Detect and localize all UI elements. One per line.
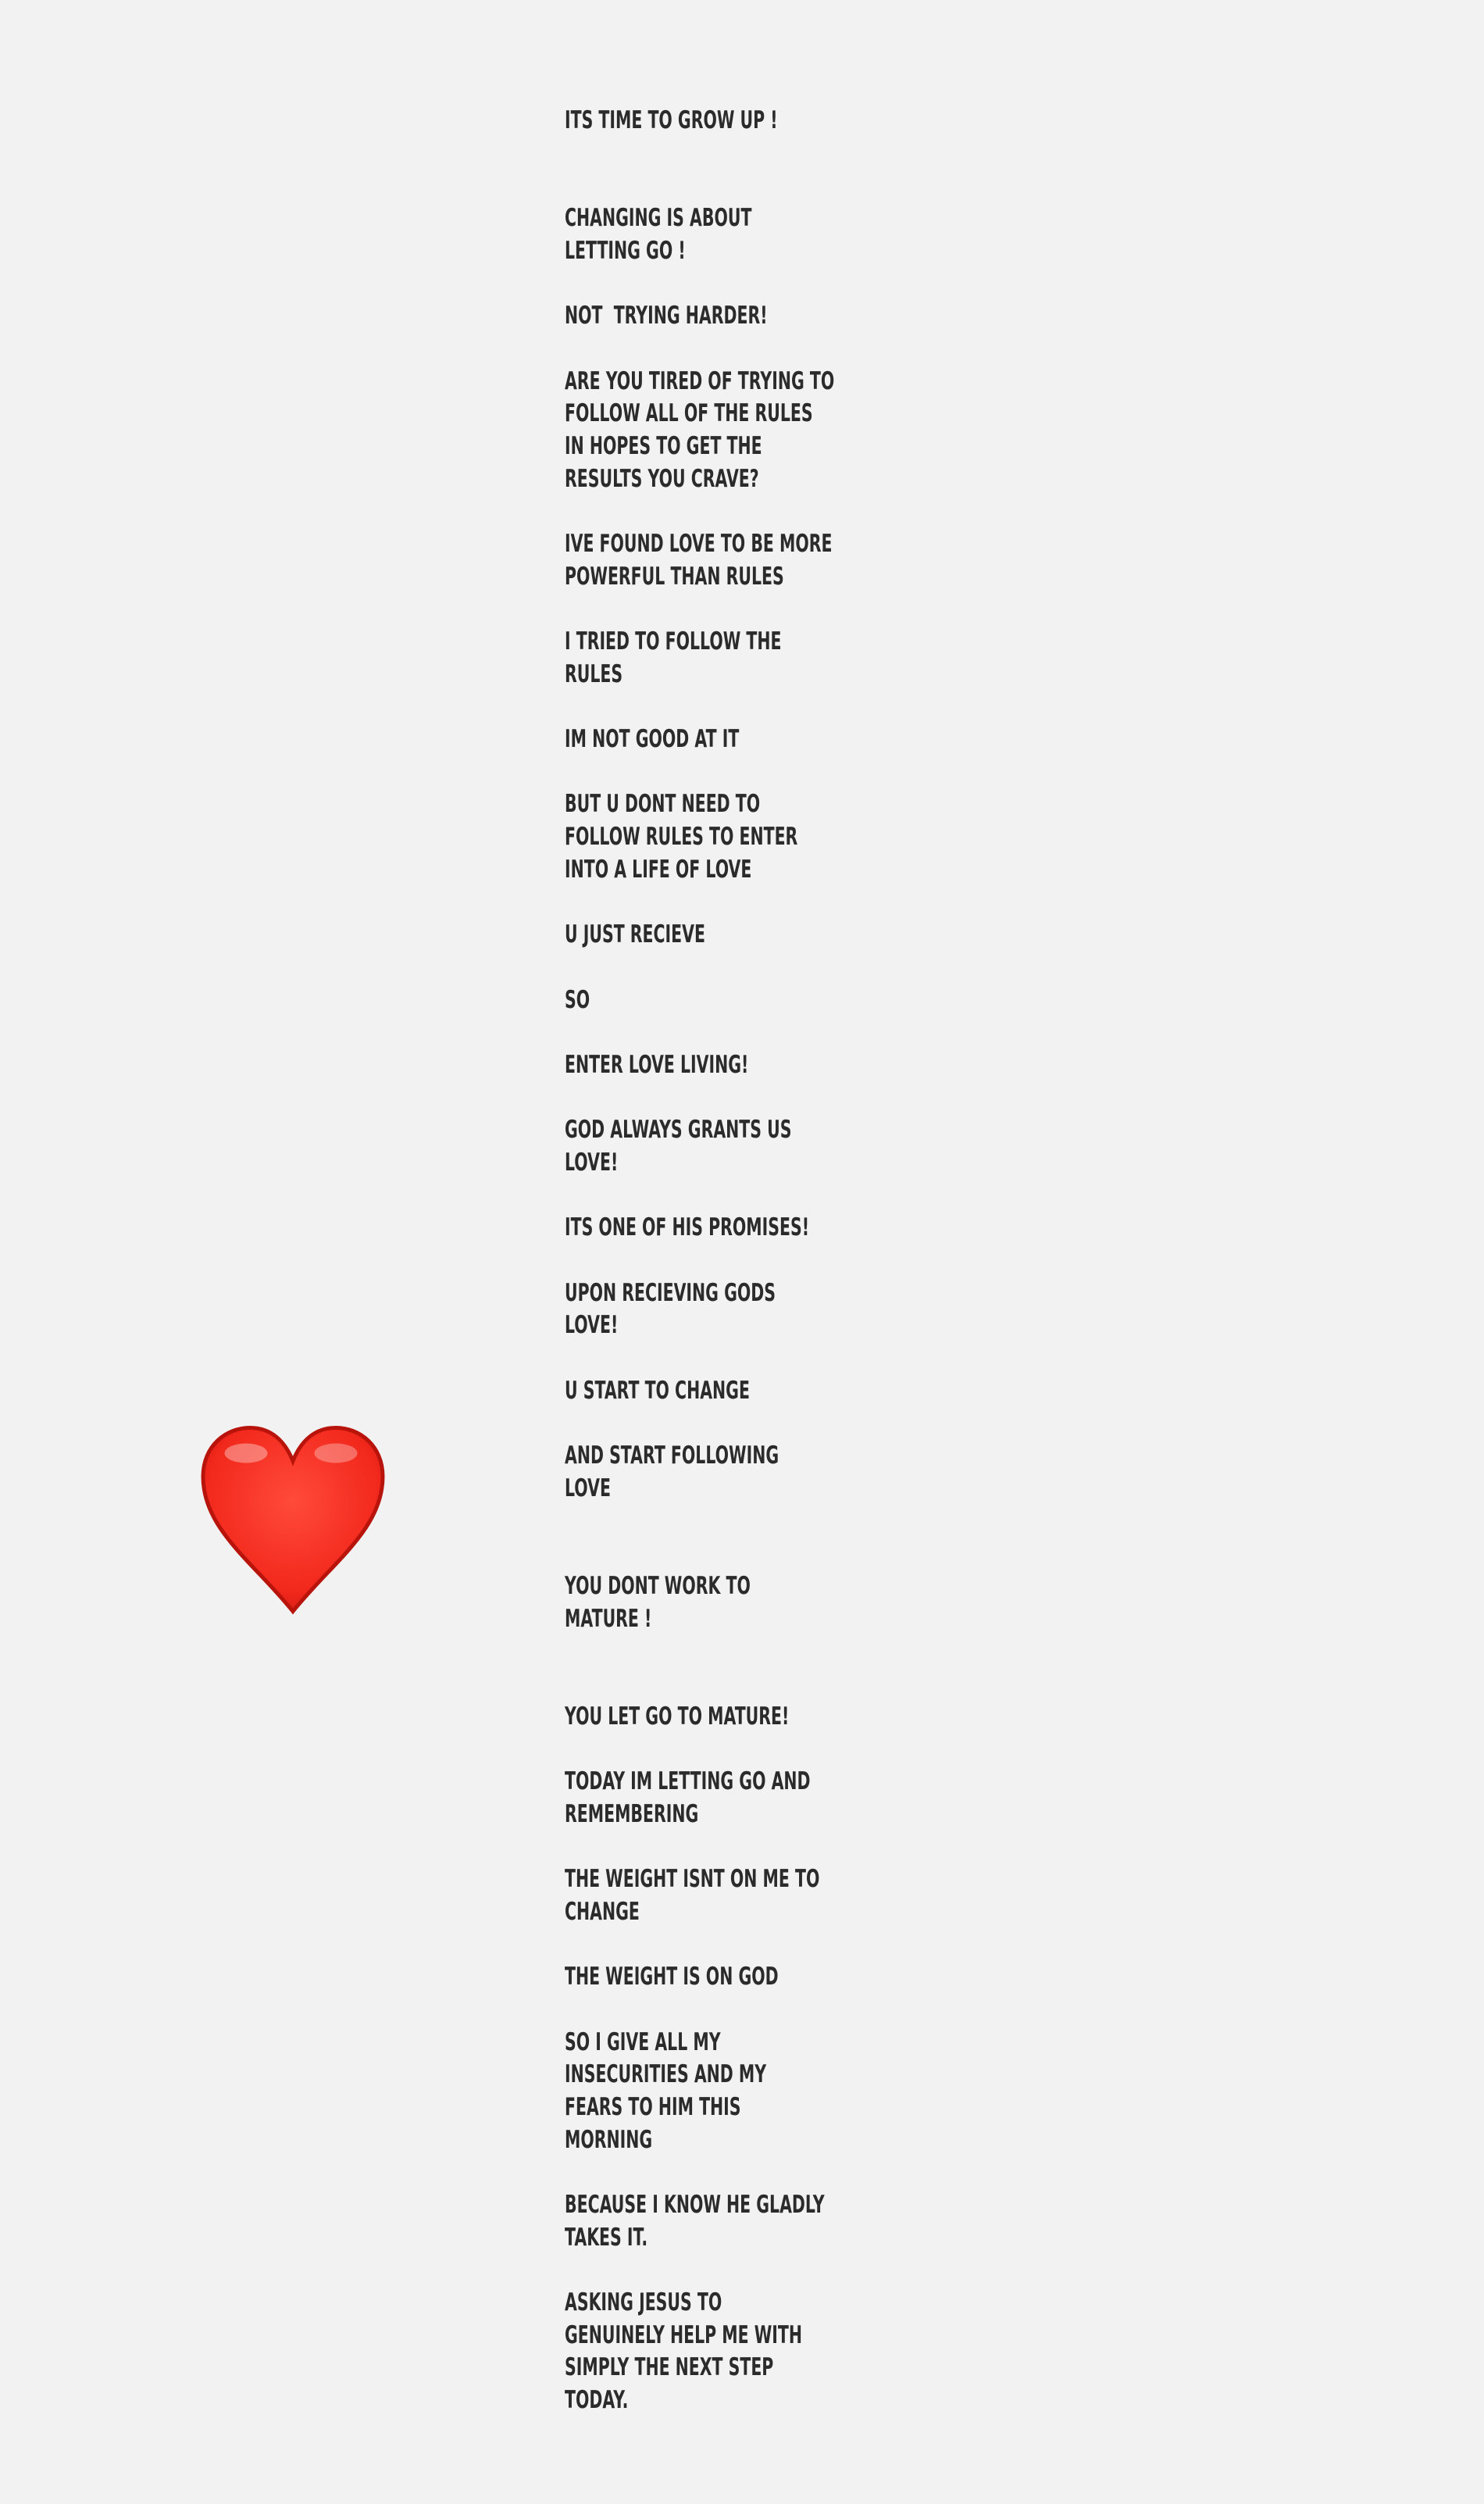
poem-line: ENTER LOVE LIVING! <box>565 1050 749 1079</box>
poem-paragraph <box>565 2027 1268 2157</box>
poem-paragraph <box>565 919 1268 952</box>
poem-line: AND START FOLLOWING <box>565 1441 779 1470</box>
poem-paragraph <box>565 723 1268 756</box>
poem-line: YOU DONT WORK TO <box>565 1571 751 1600</box>
poem-line: SO I GIVE ALL MY <box>565 2027 721 2056</box>
poem-paragraph <box>565 788 1268 886</box>
poem-line: YOU LET GO TO MATURE! <box>565 1702 790 1731</box>
poem-line: CHANGING IS ABOUT <box>565 204 752 233</box>
poem-line: I TRIED TO FOLLOW THE <box>565 627 782 656</box>
poem-paragraph <box>565 2287 1268 2417</box>
poem-paragraph <box>565 1961 1268 1994</box>
poem-line: ASKING JESUS TO <box>565 2288 722 2317</box>
poem-line: FEARS TO HIM THIS <box>565 2092 741 2121</box>
poem-line: THE WEIGHT IS ON GOD <box>565 1963 779 1991</box>
poem-line: LETTING GO ! <box>565 236 686 265</box>
poem-paragraph <box>565 1701 1268 1734</box>
poem-line: TODAY. <box>565 2386 629 2415</box>
poem-line: FOLLOW ALL OF THE RULES <box>565 399 813 428</box>
poem-paragraph <box>565 1440 1268 1505</box>
poem-line: U JUST RECIEVE <box>565 920 705 949</box>
poem-line: LOVE <box>565 1473 611 1502</box>
poem-line: INTO A LIFE OF LOVE <box>565 855 752 884</box>
poem-line: RESULTS YOU CRAVE? <box>565 464 759 493</box>
poem-line: MORNING <box>565 2125 653 2154</box>
poem-paragraph <box>565 300 1268 333</box>
poem-line: REMEMBERING <box>565 1799 699 1828</box>
poem-paragraph <box>565 528 1268 593</box>
poem-line: RULES <box>565 659 623 688</box>
red-heart-icon <box>195 1422 391 1625</box>
poem-paragraph <box>565 2189 1268 2254</box>
poem-paragraph <box>565 626 1268 691</box>
poem-paragraph <box>565 1863 1268 1928</box>
poem-paragraph <box>565 1570 1268 1635</box>
poem-line: UPON RECIEVING GODS <box>565 1278 776 1307</box>
poem-line: BUT U DONT NEED TO <box>565 790 761 819</box>
poem-paragraph <box>565 1766 1268 1831</box>
poem-paragraph <box>565 366 1268 496</box>
poem-line: IN HOPES TO GET THE <box>565 431 762 460</box>
poem-line: SO <box>565 985 590 1014</box>
poem-paragraph <box>565 1114 1268 1179</box>
poem-paragraph <box>565 1277 1268 1342</box>
poem-paragraph <box>565 1375 1268 1408</box>
poem-line: TAKES IT. <box>565 2223 648 2252</box>
poem-paragraph <box>565 984 1268 1017</box>
poem-paragraph <box>565 105 1268 138</box>
poem-line: TODAY IM LETTING GO AND <box>565 1767 811 1796</box>
poem-line: CHANGE <box>565 1897 640 1926</box>
poem-line: POWERFUL THAN RULES <box>565 562 784 591</box>
poem-line: NOT TRYING HARDER! <box>565 302 768 330</box>
poem-line: IVE FOUND LOVE TO BE MORE <box>565 529 833 558</box>
poem-line: GOD ALWAYS GRANTS US <box>565 1116 792 1145</box>
poem-line: MATURE ! <box>565 1604 652 1633</box>
poem-line: ITS TIME TO GROW UP ! <box>565 106 778 134</box>
poem-text <box>565 105 1268 2450</box>
poem-line: FOLLOW RULES TO ENTER <box>565 823 798 852</box>
poem-line: U START TO CHANGE <box>565 1376 750 1405</box>
poem-line: IM NOT GOOD AT IT <box>565 725 740 754</box>
poem-line: ARE YOU TIRED OF TRYING TO <box>565 366 835 395</box>
poem-paragraph <box>565 202 1268 267</box>
poem-line: THE WEIGHT ISNT ON ME TO <box>565 1865 820 1894</box>
poem-line: INSECURITIES AND MY <box>565 2060 767 2089</box>
poem-line: ITS ONE OF HIS PROMISES! <box>565 1213 810 1242</box>
poem-line: LOVE! <box>565 1148 619 1177</box>
poem-line: SIMPLY THE NEXT STEP <box>565 2353 774 2382</box>
poem-line: GENUINELY HELP ME WITH <box>565 2320 802 2349</box>
poem-line: LOVE! <box>565 1311 619 1340</box>
poem-paragraph <box>565 1049 1268 1082</box>
poem-line: BECAUSE I KNOW HE GLADLY <box>565 2191 825 2220</box>
poem-paragraph <box>565 1212 1268 1245</box>
